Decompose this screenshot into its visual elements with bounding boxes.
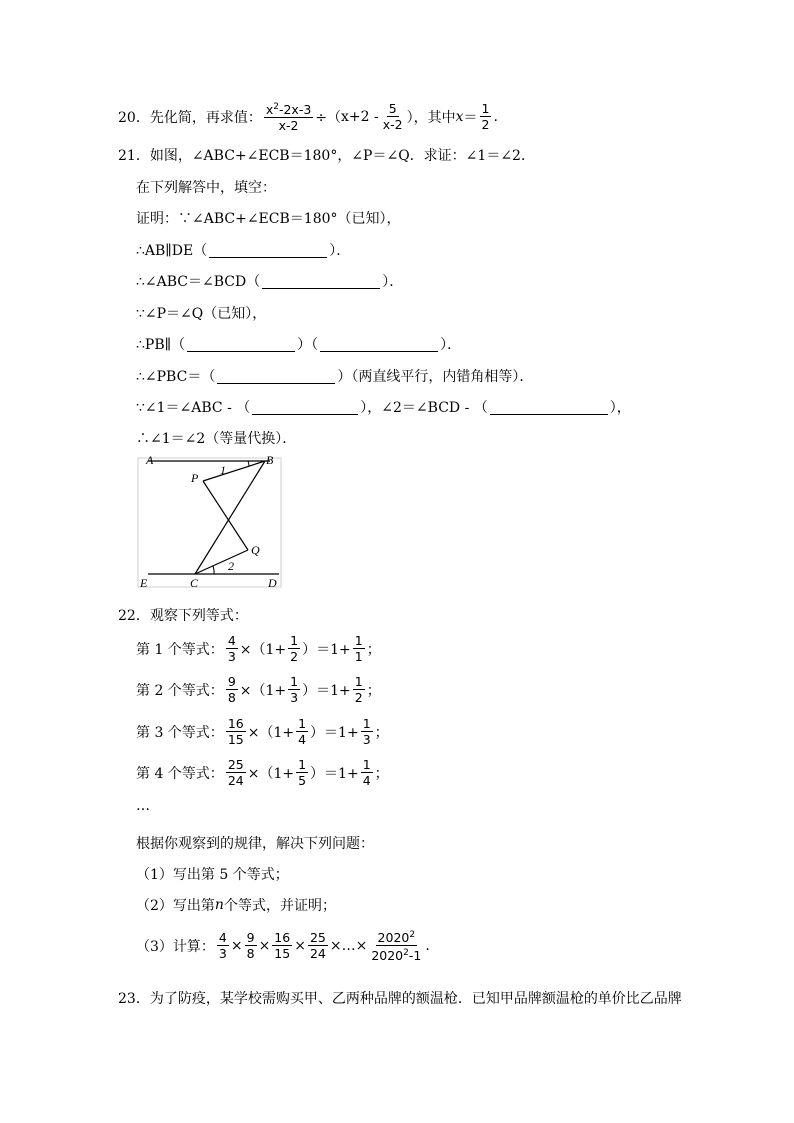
- equation-end: ；: [366, 641, 381, 658]
- q20-fraction-3: $\frac{1}{2}$: [481, 101, 490, 133]
- fraction: $\frac{1}{5}$: [298, 757, 307, 788]
- times-sign: ×: [258, 937, 271, 954]
- fraction: $\frac{1}{2}$: [290, 633, 299, 664]
- q22-equation-row: [136, 716, 389, 747]
- q22-equation-row: [136, 674, 381, 705]
- answer-blank-2[interactable]: [262, 274, 380, 289]
- q21-line-9: ∵∠1＝∠ABC - （ ），∠2＝∠BCD - （ ），: [136, 400, 631, 416]
- equation-end: ；: [374, 765, 389, 782]
- fraction: $\frac{16}{15}$: [274, 930, 291, 962]
- q20-end: .: [493, 108, 498, 125]
- equation-text: ×（1+: [239, 682, 287, 699]
- equation-label: 第 2 个等式：: [136, 682, 224, 699]
- label-b: B: [266, 453, 274, 467]
- equation-label: 第 3 个等式：: [136, 724, 224, 741]
- label-2: 2: [228, 559, 234, 573]
- equation-end: ；: [374, 724, 389, 741]
- equation-text: ）＝1+: [302, 641, 351, 658]
- angle-1-arc: [248, 461, 249, 466]
- equation-text: ×（1+: [239, 641, 287, 658]
- answer-blank-4[interactable]: [320, 337, 438, 352]
- equation-end: .: [425, 937, 430, 954]
- fraction: $\frac{1}{3}$: [362, 716, 371, 747]
- q21-line-3: 证明：∵∠ABC+∠ECB＝180°（已知），: [136, 211, 401, 227]
- q22-part-2: （2）写出第 n 个等式，并证明；: [136, 897, 336, 914]
- q20-prefix: 20．先化简，再求值：: [118, 109, 262, 126]
- fraction: $\frac{9}{8}$: [227, 674, 236, 705]
- fraction: $\frac{25}{24}$: [309, 930, 326, 962]
- label-a: A: [146, 453, 154, 467]
- label-c: C: [190, 576, 199, 590]
- fraction: $\frac{16}{15}$: [227, 716, 244, 747]
- label-q: Q: [251, 543, 260, 557]
- equation-end: ；: [366, 682, 381, 699]
- answer-blank-1[interactable]: [209, 243, 327, 258]
- fraction: $\frac{1}{1}$: [354, 633, 363, 664]
- equation-label: 第 4 个等式：: [136, 765, 224, 782]
- q20-fraction-2: $\frac{5}{x-2}$: [382, 101, 403, 133]
- times-ellipsis: ×…×: [329, 937, 368, 954]
- q22-ellipsis: …: [136, 798, 150, 814]
- fraction: $\frac{4}{3}$: [227, 633, 236, 664]
- answer-blank-6[interactable]: [252, 400, 358, 415]
- fraction: $\frac{1}{4}$: [298, 716, 307, 747]
- equation-text: ×（1+: [247, 765, 295, 782]
- fraction: $\frac{9}{8}$: [246, 930, 255, 962]
- q22-equation-row: [136, 633, 381, 664]
- q21-line-8: ∴∠PBC＝（ ）（两直线平行，内错角相等）．: [136, 369, 534, 385]
- equation-text: ）＝1+: [310, 765, 359, 782]
- q21-line-10: ∴∠1＝∠2（等量代换）．: [136, 431, 297, 447]
- label-d: D: [268, 576, 277, 590]
- equation-text: ×（1+: [247, 724, 295, 741]
- q20-fraction-1: $\frac{x^2-2x-3}{x-2}$: [265, 102, 312, 134]
- q23-line-1: 23．为了防疫，某学校需购买甲、乙两种品牌的额温枪．已知甲品牌额温枪的单价比乙品牌: [118, 991, 682, 1007]
- segment-pq: [203, 481, 248, 550]
- segment-bc: [195, 461, 265, 574]
- fraction: $\frac{1}{2}$: [354, 674, 363, 705]
- q21-line-6: ∵∠P＝∠Q（已知），: [136, 306, 267, 322]
- q21-line-1: 21．如图，∠ABC+∠ECB＝180°，∠P＝∠Q．求证：∠1＝∠2．: [118, 148, 535, 164]
- q20-close: ），其中: [406, 109, 456, 126]
- fraction: $\frac{1}{3}$: [290, 674, 299, 705]
- q20-div: ÷（: [315, 109, 342, 126]
- answer-blank-7[interactable]: [490, 400, 608, 415]
- label-1: 1: [220, 463, 226, 477]
- fraction-last: $\frac{2020^2}{2020^2-1}$: [371, 930, 422, 964]
- q20-inner: x+2 -: [341, 108, 379, 125]
- segment-pb: [203, 461, 265, 481]
- q22-equation-row: [136, 757, 389, 788]
- fraction: $\frac{25}{24}$: [227, 757, 244, 788]
- fraction: $\frac{1}{4}$: [362, 757, 371, 788]
- times-sign: ×: [294, 937, 306, 954]
- label-e: E: [140, 576, 148, 590]
- answer-blank-5[interactable]: [217, 369, 335, 384]
- equation-text: ）＝1+: [302, 682, 351, 699]
- geometry-figure: [136, 452, 296, 592]
- label-p: P: [191, 471, 199, 485]
- q20-line: [118, 100, 498, 133]
- q22-title: 22．观察下列等式：: [118, 608, 248, 624]
- q21-line-2: 在下列解答中，填空：: [136, 180, 276, 196]
- q20-eq: ＝: [463, 109, 478, 126]
- equation-label: 第 1 个等式：: [136, 641, 224, 658]
- q22-rule: 根据你观察到的规律，解决下列问题：: [136, 836, 374, 852]
- angle-2-arc: [213, 566, 214, 574]
- q21-line-4: ∴AB∥DE（ ）．: [136, 243, 351, 259]
- q21-line-5: ∴∠ABC＝∠BCD（ ）．: [136, 274, 404, 290]
- q21-line-7: ∴PB∥（ ）（ ）．: [136, 337, 462, 353]
- fraction: $\frac{4}{3}$: [218, 930, 227, 962]
- q22-part-3: （3）计算： $\frac{4}{3}$ × $\frac{9}{8}$ × $\frac{16}{15}$ × $\frac{25}{24}$ ×…× $\frac{2020^2}{2020^2-1}$ .: [136, 930, 430, 964]
- answer-blank-3[interactable]: [187, 337, 295, 352]
- times-sign: ×: [230, 937, 243, 954]
- equation-text: ）＝1+: [310, 724, 359, 741]
- q20-var: x: [455, 108, 464, 125]
- q22-part-1: （1）写出第 5 个等式；: [136, 867, 289, 883]
